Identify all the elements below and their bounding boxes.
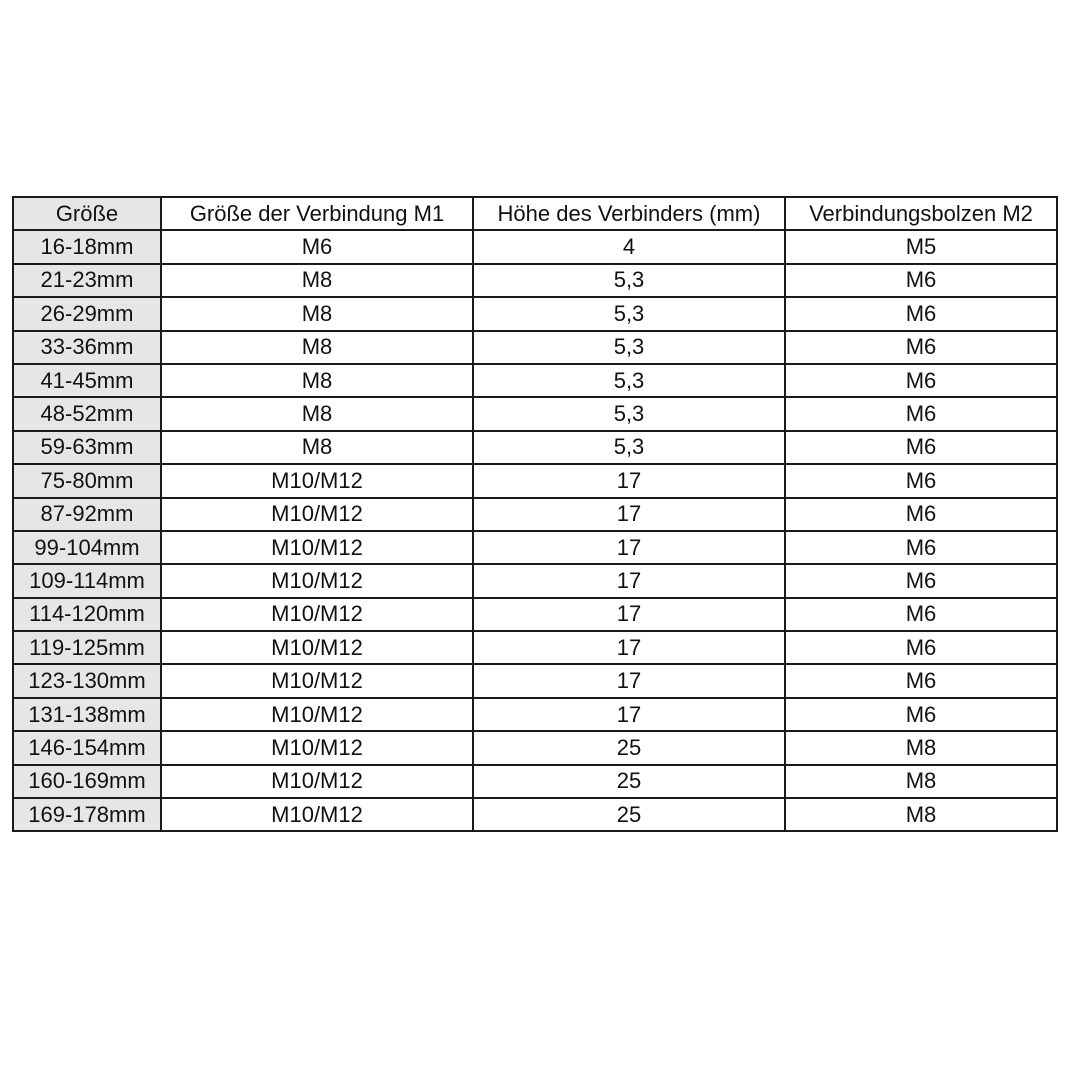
table-header (13, 197, 1057, 230)
cell-verbindung-m1: M6 (161, 230, 473, 263)
cell-bolzen-m2: M6 (785, 297, 1057, 330)
header-hoehe-verbinder: Höhe des Verbinders (mm) (473, 197, 785, 230)
cell-bolzen-m2: M6 (785, 464, 1057, 497)
cell-verbindung-m1: M8 (161, 364, 473, 397)
cell-hoehe: 25 (473, 798, 785, 831)
cell-bolzen-m2: M6 (785, 531, 1057, 564)
cell-verbindung-m1: M10/M12 (161, 631, 473, 664)
cell-groesse: 87-92mm (13, 498, 161, 531)
header-verbindungsbolzen-m2: Verbindungsbolzen M2 (785, 197, 1057, 230)
cell-bolzen-m2: M8 (785, 798, 1057, 831)
table-row (13, 331, 1057, 364)
cell-groesse: 75-80mm (13, 464, 161, 497)
cell-hoehe: 17 (473, 598, 785, 631)
cell-groesse: 59-63mm (13, 431, 161, 464)
cell-hoehe: 17 (473, 698, 785, 731)
cell-verbindung-m1: M10/M12 (161, 598, 473, 631)
cell-groesse: 169-178mm (13, 798, 161, 831)
table-row (13, 598, 1057, 631)
cell-verbindung-m1: M8 (161, 431, 473, 464)
cell-bolzen-m2: M8 (785, 765, 1057, 798)
cell-verbindung-m1: M10/M12 (161, 564, 473, 597)
cell-hoehe: 5,3 (473, 397, 785, 430)
cell-hoehe: 5,3 (473, 331, 785, 364)
cell-bolzen-m2: M6 (785, 264, 1057, 297)
cell-groesse: 16-18mm (13, 230, 161, 263)
cell-groesse: 123-130mm (13, 664, 161, 697)
table-body (13, 230, 1057, 831)
cell-bolzen-m2: M6 (785, 698, 1057, 731)
cell-hoehe: 17 (473, 631, 785, 664)
cell-groesse: 109-114mm (13, 564, 161, 597)
cell-bolzen-m2: M6 (785, 631, 1057, 664)
cell-hoehe: 5,3 (473, 431, 785, 464)
table-row (13, 297, 1057, 330)
cell-verbindung-m1: M8 (161, 397, 473, 430)
cell-bolzen-m2: M6 (785, 664, 1057, 697)
cell-bolzen-m2: M6 (785, 598, 1057, 631)
cell-verbindung-m1: M10/M12 (161, 498, 473, 531)
table-row (13, 798, 1057, 831)
cell-bolzen-m2: M6 (785, 564, 1057, 597)
table-row (13, 498, 1057, 531)
cell-verbindung-m1: M10/M12 (161, 765, 473, 798)
size-table (12, 196, 1058, 832)
cell-groesse: 26-29mm (13, 297, 161, 330)
table-row (13, 230, 1057, 263)
cell-hoehe: 25 (473, 765, 785, 798)
cell-bolzen-m2: M6 (785, 364, 1057, 397)
cell-hoehe: 17 (473, 498, 785, 531)
cell-verbindung-m1: M10/M12 (161, 731, 473, 764)
cell-bolzen-m2: M6 (785, 331, 1057, 364)
table-row (13, 731, 1057, 764)
table-row (13, 431, 1057, 464)
cell-verbindung-m1: M10/M12 (161, 531, 473, 564)
table-row (13, 564, 1057, 597)
cell-hoehe: 17 (473, 464, 785, 497)
header-groesse: Größe (13, 197, 161, 230)
cell-groesse: 119-125mm (13, 631, 161, 664)
cell-groesse: 48-52mm (13, 397, 161, 430)
header-row (13, 197, 1057, 230)
cell-groesse: 160-169mm (13, 765, 161, 798)
cell-verbindung-m1: M8 (161, 264, 473, 297)
table-row (13, 264, 1057, 297)
cell-verbindung-m1: M10/M12 (161, 698, 473, 731)
cell-bolzen-m2: M5 (785, 230, 1057, 263)
cell-hoehe: 17 (473, 564, 785, 597)
table-row (13, 464, 1057, 497)
cell-bolzen-m2: M6 (785, 397, 1057, 430)
cell-bolzen-m2: M8 (785, 731, 1057, 764)
cell-bolzen-m2: M6 (785, 431, 1057, 464)
table-row (13, 531, 1057, 564)
cell-hoehe: 5,3 (473, 297, 785, 330)
cell-groesse: 21-23mm (13, 264, 161, 297)
cell-hoehe: 4 (473, 230, 785, 263)
cell-hoehe: 5,3 (473, 364, 785, 397)
table-row (13, 397, 1057, 430)
cell-groesse: 131-138mm (13, 698, 161, 731)
cell-groesse: 41-45mm (13, 364, 161, 397)
header-groesse-verbindung-m1: Größe der Verbindung M1 (161, 197, 473, 230)
table-row (13, 765, 1057, 798)
cell-verbindung-m1: M8 (161, 297, 473, 330)
table-row (13, 364, 1057, 397)
cell-verbindung-m1: M10/M12 (161, 664, 473, 697)
table-row (13, 664, 1057, 697)
cell-groesse: 114-120mm (13, 598, 161, 631)
cell-hoehe: 17 (473, 664, 785, 697)
cell-groesse: 99-104mm (13, 531, 161, 564)
cell-verbindung-m1: M8 (161, 331, 473, 364)
cell-hoehe: 5,3 (473, 264, 785, 297)
table-row (13, 631, 1057, 664)
cell-hoehe: 17 (473, 531, 785, 564)
table-row (13, 698, 1057, 731)
cell-groesse: 146-154mm (13, 731, 161, 764)
cell-verbindung-m1: M10/M12 (161, 464, 473, 497)
cell-groesse: 33-36mm (13, 331, 161, 364)
cell-verbindung-m1: M10/M12 (161, 798, 473, 831)
cell-bolzen-m2: M6 (785, 498, 1057, 531)
cell-hoehe: 25 (473, 731, 785, 764)
